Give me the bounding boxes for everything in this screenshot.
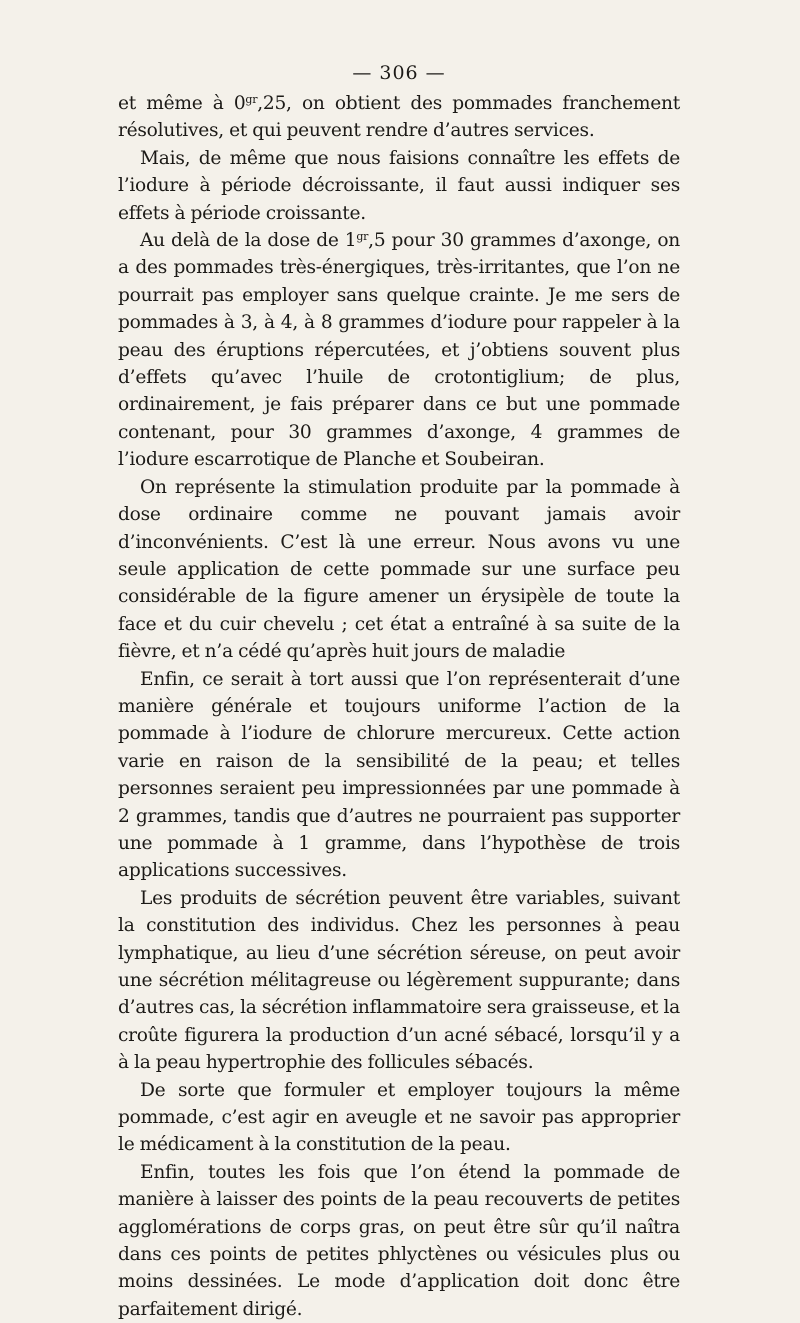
book-page [118,58,680,1323]
text-run: On représente la stimulation produite par la pommade à dose ordinaire comme ne pouvant jamais avoir d’inconvénients. C’est là une erreur. Nous avons vu une seule application de cette pommade sur une surface peu considérable de la figure amener un érysipèle de toute la face et du cuir chevelu ; cet état a entraîné à sa suite de la fièvre, et n’a cédé qu’après huit jours de maladie [118,476,680,663]
text-run: Les produits de sécrétion peuvent être variables, suivant la constitution des individus. Chez les personnes à peau lymphatique, au lieu d’une sécrétion séreuse, on peut avoir une sécrétion mélitagreuse ou légèrement suppurante; dans d’autres cas, la sécrétion inflammatoire sera graisseuse, et la croûte figurera la production d’un acné sébacé, lorsqu’il y a à la peau hypertrophie des follicules sébacés. [118,887,680,1074]
text-run: ,5 pour 30 grammes d’axonge, on a des pommades très-énergiques, très-irritantes, que l’on ne pourrait pas employer sans quelque crainte. Je me sers de pommades à 3, à 4, à 8 grammes d’iodure pour rappeler à la peau des éruptions répercutées, et j’obtiens souvent plus d’effets qu’avec l’huile de crotontiglium; de plus, ordinairement, je fais préparer dans ce but une pommade contenant, pour 30 grammes d’axonge, 4 grammes de l’iodure escarrotique de Planche et Soubeiran. [118,230,681,471]
paragraph [118,145,680,227]
text-run: Enfin, ce serait à tort aussi que l’on représenterait d’une manière générale et toujours uniforme l’action de la pommade à l’iodure de chlorure mercureux. Cette action varie en raison de la sensibilité de la peau; et telles personnes seraient peu impressionnées par une pommade à 2 grammes, tandis que d’autres ne pourraient pas supporter une pommade à 1 gramme, dans l’hypothèse de trois applications successives. [118,668,680,882]
paragraph [118,1159,680,1323]
body-text [118,90,680,1323]
text-run: Enfin, toutes les fois que l’on étend la pommade de manière à laisser des points de la peau recouverts de petites agglomérations de corps gras, on peut être sûr qu’il naîtra dans ces points de petites phlyctènes ou vésicules plus ou moins dessinées. Le mode d’application doit donc être parfaitement dirigé. [118,1161,680,1320]
text-run: De sorte que formuler et employer toujours la même pommade, c’est agir en aveugle et ne savoir pas approprier le médicament à la constitution de la peau. [118,1079,680,1156]
text-run: Mais, de même que nous faisions connaître les effets de l’iodure à période décroissante, il faut aussi indiquer ses effets à période croissante. [118,147,680,224]
text-run: ,25, on obtient des pommades franchement résolutives, et qui peuvent rendre d’autres services. [118,93,680,142]
page-number: — 306 — [352,62,446,84]
superscript: gr [245,93,258,106]
superscript: gr [356,230,369,244]
text-run: et même à 0 [118,93,246,114]
paragraph [118,666,680,885]
paragraph [118,885,680,1077]
paragraph [118,1077,680,1159]
paragraph [118,90,680,145]
paragraph [118,227,680,474]
text-run: Au delà de la dose de 1 [140,230,357,252]
paragraph [118,474,680,666]
